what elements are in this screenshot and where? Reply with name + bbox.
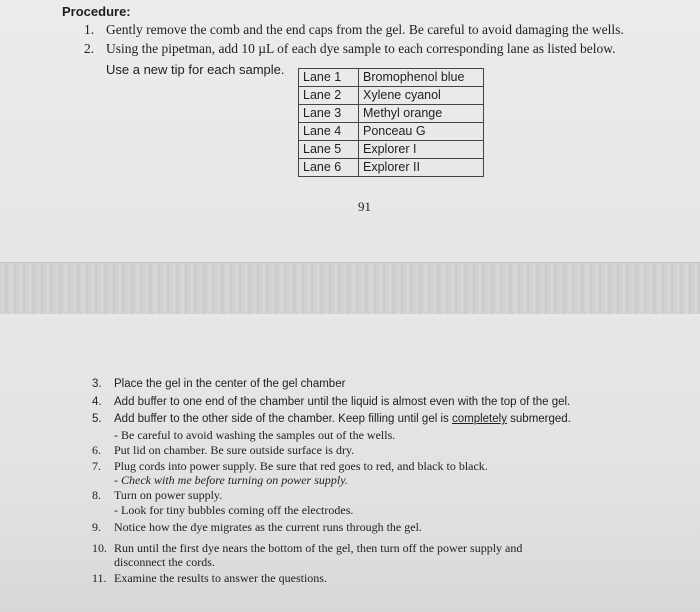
step-5-note: - Be careful to avoid washing the samples out of the wells. <box>114 428 396 442</box>
step-number: 6. <box>92 443 101 457</box>
step-number: 9. <box>92 520 101 534</box>
step-number: 8. <box>92 488 101 502</box>
page-gap <box>0 262 700 316</box>
step-text: Put lid on chamber. Be sure outside surface is dry. <box>114 443 355 457</box>
table-row <box>299 105 484 123</box>
step-text-part: submerged. <box>506 413 571 425</box>
step-text: Examine the results to answer the questions. <box>114 571 327 585</box>
lane-cell: Lane 1 <box>299 69 359 87</box>
table-row <box>299 159 484 177</box>
step-7-note: - Check with me before turning on power supply. <box>114 473 348 487</box>
step-10-continued: disconnect the cords. <box>114 555 215 569</box>
lane-table <box>298 68 484 177</box>
lane-cell: Lane 2 <box>299 87 359 105</box>
step-number: 2. <box>84 41 95 56</box>
procedure-heading: Procedure: <box>62 4 131 19</box>
step-number: 1. <box>84 22 95 37</box>
dye-cell: Explorer I <box>359 141 484 159</box>
dye-cell: Methyl orange <box>359 105 484 123</box>
table-row <box>299 87 484 105</box>
dye-cell: Bromophenol blue <box>359 69 484 87</box>
step-8-note: - Look for tiny bubbles coming off the electrodes. <box>114 503 354 517</box>
step-text: Notice how the dye migrates as the current runs through the gel. <box>114 520 422 534</box>
table-row <box>299 69 484 87</box>
dye-cell: Xylene cyanol <box>359 87 484 105</box>
step-number: 4. <box>92 396 102 408</box>
new-tip-note: Use a new tip for each sample. <box>106 62 285 77</box>
step-text: Run until the first dye nears the bottom of the gel, then turn off the power supply and <box>114 541 523 555</box>
step-1 <box>84 22 624 38</box>
emphasis-text: completely <box>451 413 507 425</box>
step-text-part: Add buffer to the other side of the chamber. Keep filling until gel is <box>114 413 452 425</box>
step-text: Turn on power supply. <box>114 488 223 502</box>
lane-cell: Lane 6 <box>299 159 359 177</box>
step-number: 5. <box>92 413 102 425</box>
step-text <box>114 413 571 425</box>
step-number: 7. <box>92 459 101 473</box>
step-number: 11. <box>92 571 107 585</box>
lane-cell: Lane 4 <box>299 123 359 141</box>
dye-cell: Ponceau G <box>359 123 484 141</box>
table-row <box>299 141 484 159</box>
page-number: 91 <box>358 199 371 214</box>
step-text: Plug cords into power supply. Be sure that red goes to red, and black to black. <box>114 459 488 473</box>
step-2 <box>84 41 616 57</box>
step-text: Gently remove the comb and the end caps from the gel. Be careful to avoid damaging the wells. <box>106 22 624 37</box>
step-number: 3. <box>92 378 102 390</box>
dye-cell: Explorer II <box>359 159 484 177</box>
step-number: 10. <box>92 541 107 555</box>
step-text: Place the gel in the center of the gel chamber <box>114 378 346 390</box>
lane-cell: Lane 5 <box>299 141 359 159</box>
step-text: Using the pipetman, add 10 µL of each dye sample to each corresponding lane as listed below. <box>106 41 616 56</box>
step-text: Add buffer to one end of the chamber until the liquid is almost even with the top of the gel. <box>114 396 571 408</box>
lane-cell: Lane 3 <box>299 105 359 123</box>
table-row <box>299 123 484 141</box>
